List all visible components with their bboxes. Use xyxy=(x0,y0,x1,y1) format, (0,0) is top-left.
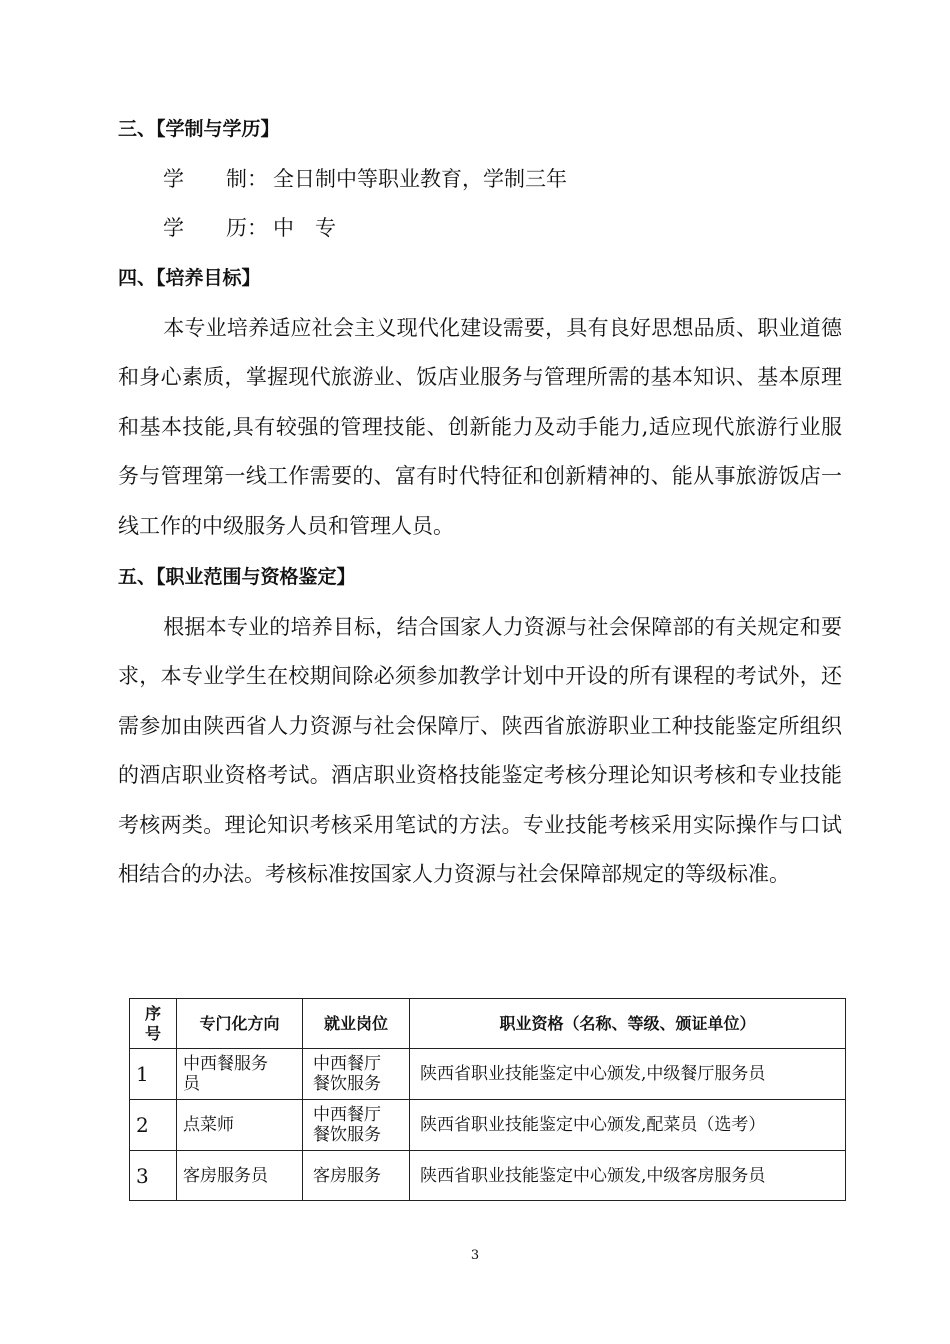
qualification-text: 根据本专业的培养目标，结合国家人力资源与社会保障部的有关规定和要求，本专业学生在校期间除必须参加教学计划中开设的所有课程的考试外，还需参加由陕西省人力资源与社会保障厅、陕西省旅游职业工种技能鉴定所组织的酒店职业资格考试。酒店职业资格技能鉴定考核分理论知识考核和专业技能考核两类。理论知识考核采用笔试的方法。专业技能考核采用实际操作与口试相结合的办法。考核标准按国家人力资源与社会保障部规定的等级标准。 xyxy=(118,615,842,887)
row-no: 1 xyxy=(130,1049,177,1100)
schooling-label: 学 制： xyxy=(163,167,268,191)
table-row xyxy=(130,1049,846,1100)
qualification-paragraph xyxy=(118,603,842,899)
section-3-heading: 三、【学制与学历】 xyxy=(118,118,280,140)
header-qualification: 职业资格（名称、等级、颁证单位） xyxy=(410,999,846,1049)
row-direction: 中西餐服务员 xyxy=(177,1049,303,1100)
section-4-heading: 四、【培养目标】 xyxy=(118,267,261,289)
row-position: 中西餐厅餐饮服务 xyxy=(303,1100,410,1151)
row-no: 3 xyxy=(130,1151,177,1201)
table-row xyxy=(130,1151,846,1201)
table-header-row xyxy=(130,999,846,1049)
degree-label: 学 历： xyxy=(163,216,268,240)
header-direction: 专门化方向 xyxy=(177,999,303,1049)
training-goal-text: 本专业培养适应社会主义现代化建设需要，具有良好思想品质、职业道德和身心素质，掌握现代旅游业、饭店业服务与管理所需的基本知识、基本原理和基本技能,具有较强的管理技能、创新能力及动手能力,适应现代旅游行业服务与管理第一线工作需要的、富有时代特征和创新精神的、能从事旅游饭店一线工作的中级服务人员和管理人员。 xyxy=(118,316,842,538)
degree-line xyxy=(163,213,336,243)
header-no: 序号 xyxy=(130,999,177,1049)
training-goal-paragraph xyxy=(118,304,842,551)
table-row xyxy=(130,1100,846,1151)
schooling-value: 全日制中等职业教育，学制三年 xyxy=(273,167,567,191)
row-qualification: 陕西省职业技能鉴定中心颁发,配菜员（选考） xyxy=(410,1100,846,1151)
row-position: 客房服务 xyxy=(303,1151,410,1201)
row-qualification: 陕西省职业技能鉴定中心颁发,中级餐厅服务员 xyxy=(410,1049,846,1100)
section-5-heading: 五、【职业范围与资格鉴定】 xyxy=(118,566,356,588)
degree-value: 中 专 xyxy=(273,216,336,240)
row-no: 2 xyxy=(130,1100,177,1151)
header-position: 就业岗位 xyxy=(303,999,410,1049)
row-position: 中西餐厅餐饮服务 xyxy=(303,1049,410,1100)
row-direction: 客房服务员 xyxy=(177,1151,303,1201)
row-direction: 点菜师 xyxy=(177,1100,303,1151)
row-qualification: 陕西省职业技能鉴定中心颁发,中级客房服务员 xyxy=(410,1151,846,1201)
schooling-line xyxy=(163,164,567,194)
page-number: 3 xyxy=(470,1248,480,1263)
qualification-table xyxy=(129,998,846,1201)
